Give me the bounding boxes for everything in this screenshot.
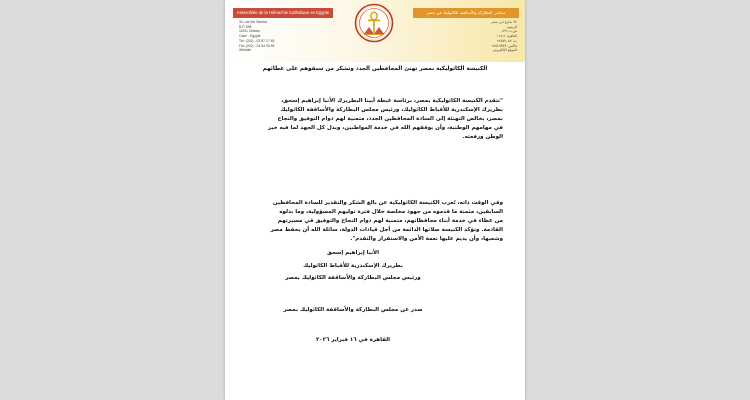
signature-name: الأنبا إبراهيم إسحق xyxy=(326,250,380,256)
address-line: 34, rue Ibn Sandar xyxy=(239,20,268,24)
paragraph-line: وفي الوقت ذاته، تُعرب الكنيسة الكاثوليكية عن بالغ الشكر والتقدير للسادة المحافظين xyxy=(272,200,503,206)
address-line: ت: ٢٤٥٨٧٠٨٧ xyxy=(497,38,517,43)
address-line: Website xyxy=(239,48,252,53)
address-line: Tél: (202) - 02 87 17 45 xyxy=(239,38,275,43)
address-line: القاهرة ١١٨١١ xyxy=(496,34,517,39)
document-title: الكنيسة الكاثوليكية بمصر تهنئ المحافظين الجدد وتشكر من سبقوهم على عطائهم xyxy=(262,66,488,72)
letterhead-arabic-title: مجلس البطاركة والأساقفة الكاثوليك في مصر xyxy=(413,8,519,18)
paragraph-line: من عطاء في خدمة أبناء محافظاتهم، متمنية لهم دوام النجاح والتوفيق في مسيرتهم xyxy=(277,217,503,224)
address-line: ٣٤ شارع ابن سندر xyxy=(490,20,517,24)
paragraph-congratulations xyxy=(245,97,503,142)
address-line: ص.ب ٨٩٦ xyxy=(502,29,517,34)
letterhead-address-left xyxy=(239,20,309,53)
address-line: فاكس: ٢٤٥٤٩٣٨٩ xyxy=(491,43,517,48)
paragraph-line: بطريرك الإسكندرية للأقباط الكاثوليك، ورئيس مجلس البطاركة والأساقفة الكاثوليك xyxy=(280,106,503,113)
paragraph-line: القادمة. وتؤكد الكنيسة صلاتها الدائمة من أجل قيادات الدولة، سائلة الله أن يحفظ مصر xyxy=(270,226,503,233)
address-line: الموقع الإلكتروني xyxy=(492,48,517,53)
paragraph-line: السابقين، مثمنة ما قدموه من جهود مخلصة خلال فترة توليهم المسؤولية، وما بذلوه xyxy=(279,208,503,215)
signature-block xyxy=(245,247,461,285)
letterhead xyxy=(225,0,525,62)
address-line: Caire - Egypte xyxy=(239,34,261,39)
paragraph-line: "تتقدم الكنيسة الكاثوليكية بمصر، برئاسة غبطة أبينا البطريرك الأنبا إبراهيم إسحق، xyxy=(281,98,503,104)
signature-title: بطريرك الإسكندرية للأقباط الكاثوليك xyxy=(303,262,403,269)
paragraph-line: الوطن ورفعته. xyxy=(462,133,503,140)
signature-title: ورئيس مجلس البطاركة والأساقفة الكاثوليك بمصر xyxy=(285,275,421,281)
paragraph-line: بمصر، بخالص التهنئة إلى السادة المحافظين الجدد، متمنية لهم دوام التوفيق والنجاح xyxy=(277,115,503,122)
address-line: B.P. 896 xyxy=(239,24,252,29)
document-date: القاهرة في ١٦ فبراير ٢٠٢٦ xyxy=(315,337,391,343)
paragraph-line: وشعبها، وأن يديم عليها نعمة الأمن والاستقرار والتقدم". xyxy=(350,235,503,242)
paragraph-thanks xyxy=(245,199,503,244)
address-line: Fax (202) - 24 54 93 89 xyxy=(239,43,275,48)
letterhead-address-right xyxy=(457,20,517,53)
address-line: الزيتون xyxy=(506,24,517,29)
issued-by: صدر عن مجلس البطاركة والأساقفة الكاثوليك بمصر xyxy=(283,307,423,313)
letter-page xyxy=(225,0,525,400)
church-seal-icon xyxy=(354,3,394,43)
address-line: 11811 Zeitoun xyxy=(239,29,261,34)
letterhead-french-title: Assemblée de la Hiérarchie Catholique en Egypte xyxy=(233,8,333,18)
paragraph-line: في مهامهم الوطنية، وأن يوفقهم الله في خدمة المواطنين، وبذل كل الجهد لما فيه خير xyxy=(267,124,503,131)
